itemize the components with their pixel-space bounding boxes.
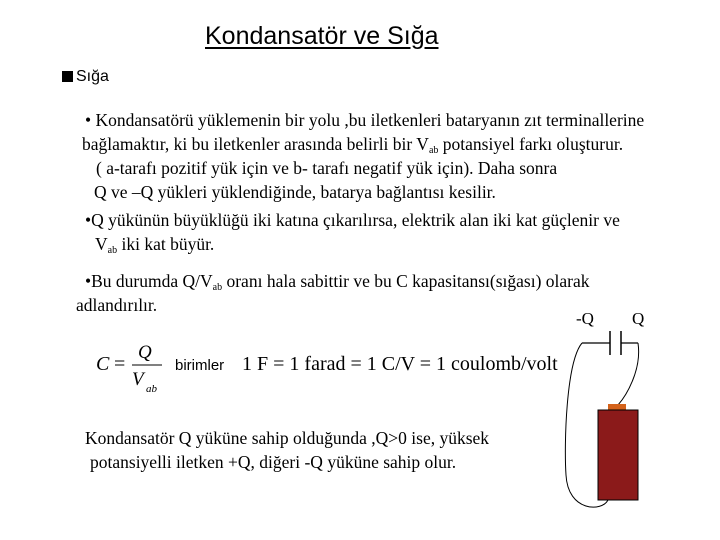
section-heading bbox=[62, 68, 109, 86]
paragraph1-line2-post: potansiyel farkı oluşturur. bbox=[438, 134, 624, 154]
formula-equals: = bbox=[114, 353, 126, 375]
paragraph3-line1-pre: •Bu durumda Q/V bbox=[85, 271, 213, 291]
formula-numerator: Q bbox=[138, 342, 152, 363]
paragraph2-line2-pre: V bbox=[95, 234, 108, 254]
heading-text: Sığa bbox=[76, 68, 109, 85]
paragraph2-line2 bbox=[95, 234, 214, 256]
battery bbox=[598, 410, 638, 500]
formula-denominator-sub: ab bbox=[146, 383, 157, 395]
paragraph1-line3: ( a-tarafı pozitif yük için ve b- tarafı negatif yük için). Daha sonra bbox=[96, 158, 558, 178]
page-title: Kondansatör ve Sığa bbox=[205, 22, 439, 50]
square-bullet-icon bbox=[62, 71, 73, 82]
formula-denominator: V bbox=[132, 369, 144, 390]
paragraph3-line1 bbox=[85, 271, 590, 293]
vab-subscript: ab bbox=[212, 282, 223, 293]
formula-lhs: C bbox=[96, 353, 110, 375]
positive-charge-label: Q bbox=[632, 309, 645, 328]
paragraph1-line4: Q ve –Q yükleri yüklendiğinde, batarya bağlantısı kesilir. bbox=[94, 182, 496, 202]
units-label: birimler bbox=[175, 357, 225, 374]
paragraph2-line1: •Q yükünün büyüklüğü iki katına çıkarılırsa, elektrik alan iki kat güçlenir ve bbox=[85, 210, 620, 230]
paragraph3-line1-post: oranı hala sabittir ve bu C kapasitansı(sığası) olarak bbox=[222, 271, 590, 291]
vab-subscript: ab bbox=[107, 245, 118, 256]
paragraph4-line2: potansiyelli iletken +Q, diğeri -Q yüküne sahip olur. bbox=[90, 452, 457, 472]
paragraph2-line2-post: iki kat büyür. bbox=[117, 234, 215, 254]
paragraph1-line2-pre: bağlamaktır, ki bu iletkenler arasında belirli bir V bbox=[82, 134, 429, 154]
paragraph4-line1: Kondansatör Q yüküne sahip olduğunda ,Q>0 ise, yüksek bbox=[85, 428, 490, 448]
capacitor-symbol bbox=[582, 331, 638, 355]
units-expression: 1 F = 1 farad = 1 C/V = 1 coulomb/volt bbox=[242, 353, 558, 375]
paragraph3-line2: adlandırılır. bbox=[76, 295, 158, 315]
paragraph1-line1: • Kondansatörü yüklemenin bir yolu ,bu iletkenleri bataryanın zıt terminallerine bbox=[85, 110, 645, 130]
capacitance-formula bbox=[92, 337, 562, 399]
vab-subscript: ab bbox=[428, 145, 439, 156]
paragraph1-line2 bbox=[82, 134, 623, 156]
capacitor-battery-diagram bbox=[560, 300, 660, 520]
negative-charge-label: -Q bbox=[576, 309, 594, 328]
